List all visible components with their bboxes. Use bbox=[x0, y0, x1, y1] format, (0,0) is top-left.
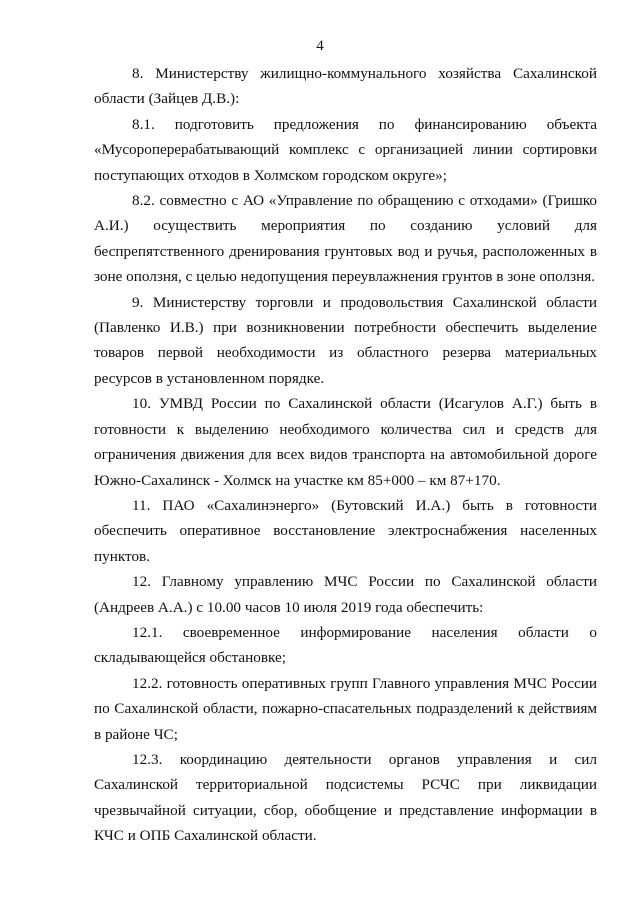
paragraph-11: 11. ПАО «Сахалинэнерго» (Бутовский И.А.) быть в готовности обеспечить оперативное восстановление электроснабжения населенных пунктов. bbox=[94, 496, 597, 565]
paragraph-8-2: 8.2. совместно с АО «Управление по обращению с отходами» (Гришко А.И.) осуществить мероприятия по созданию условий для беспрепятственного дренирования грунтовых вод и ручья, расположенных в зоне оползня, с целью недопущения переувлажнения грунтов в зоне оползня. bbox=[94, 192, 597, 286]
paragraph-12-2: 12.2. готовность оперативных групп Главного управления МЧС России по Сахалинской области, пожарно-спасательных подразделений к действиям в районе ЧС; bbox=[94, 674, 597, 743]
document-body bbox=[94, 61, 597, 849]
paragraph-9: 9. Министерству торговли и продовольствия Сахалинской области (Павленко И.В.) при возникновении потребности обеспечить выделение товаров первой необходимости из областного резерва материальных ресурсов в установленном порядке. bbox=[94, 293, 597, 387]
paragraph-12-1: 12.1. своевременное информирование населения области о складывающейся обстановке; bbox=[94, 623, 597, 667]
paragraph-8: 8. Министерству жилищно-коммунального хозяйства Сахалинской области (Зайцев Д.В.): bbox=[94, 65, 597, 108]
paragraph-12-3: 12.3. координацию деятельности органов управления и сил Сахалинской территориальной подсистемы РСЧС при ликвидации чрезвычайной ситуации, сбор, обобщение и представление информации в КЧС и ОПБ Сахалинской области. bbox=[94, 750, 597, 845]
paragraph-12: 12. Главному управлению МЧС России по Сахалинской области (Андреев А.А.) с 10.00 часов 10 июля 2019 года обеспечить: bbox=[94, 573, 597, 616]
paragraph-8-1: 8.1. подготовить предложения по финансированию объекта «Мусороперерабатывающий комплекс с организацией линии сортировки поступающих отходов в Холмском городском округе»; bbox=[94, 115, 597, 184]
page-number: 4 bbox=[316, 38, 324, 54]
paragraph-10: 10. УМВД России по Сахалинской области (Исагулов А.Г.) быть в готовности к выделению необходимого количества сил и средств для ограничения движения для всех видов транспорта на автомобильной дороге Южно-Сахалинск - Холмск на участке км 85+000 – км 87+170. bbox=[94, 395, 597, 489]
